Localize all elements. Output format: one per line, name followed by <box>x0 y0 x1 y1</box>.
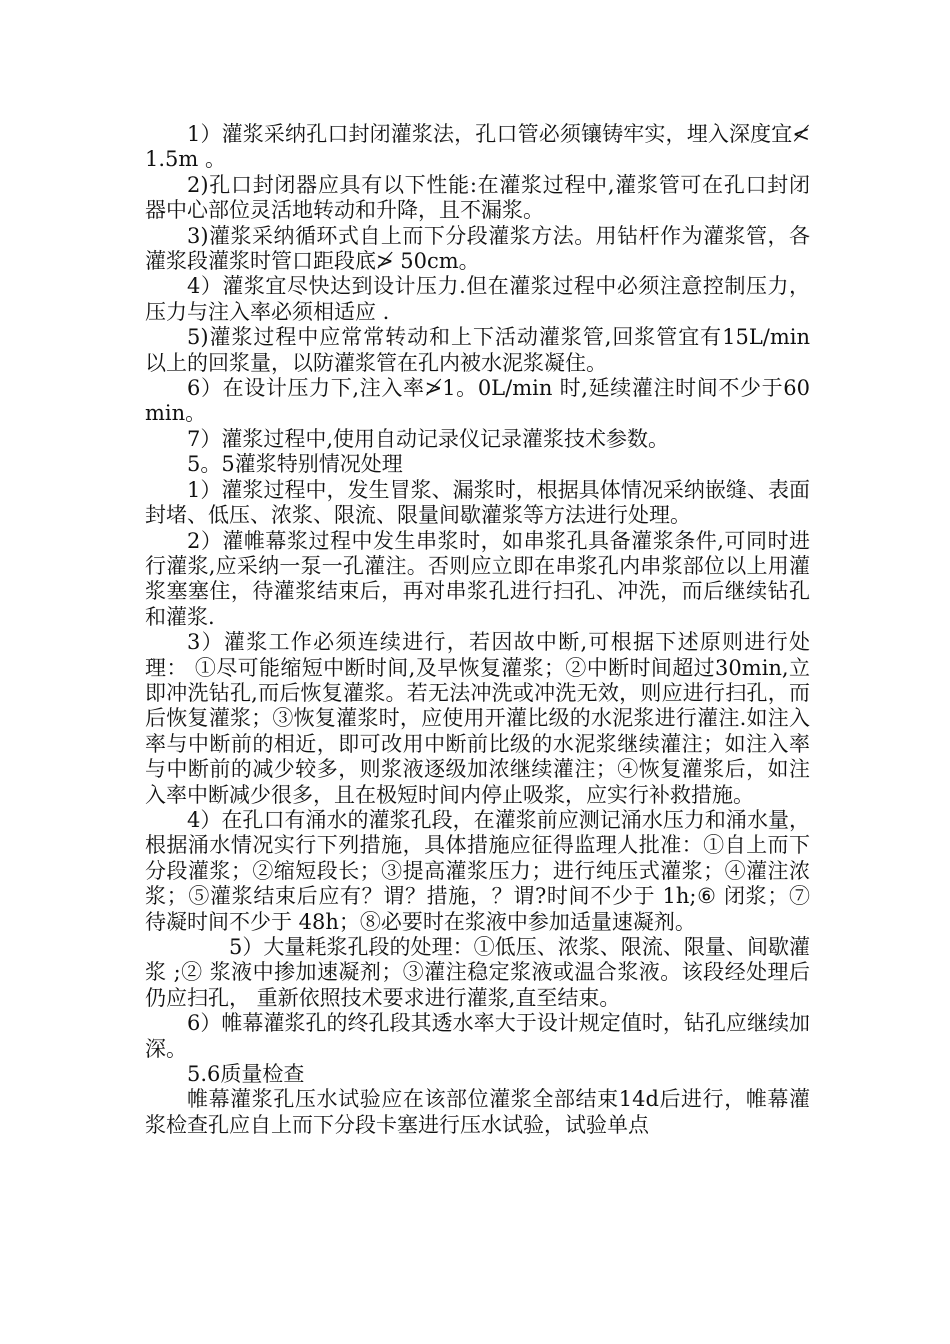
document-body <box>145 122 810 1138</box>
paragraph-12: 5）大量耗浆孔段的处理：①低压、浓浆、限流、限量、间歇灌浆 ;② 浆液中掺加速凝剂；③灌注稳定浆液或温合浆液。该段经处理后仍应扫孔， 重新依照技术要求进行灌浆,直至结束。 <box>145 935 810 1010</box>
paragraph-5: 5)灌浆过程中应常常转动和上下活动灌浆管,回浆管宜有15L/min 以上的回浆量，以防灌浆管在孔内被水泥浆凝住。 <box>145 325 810 375</box>
section-heading-5-6: 5.6质量检查 <box>187 1062 305 1087</box>
paragraph-1: 1）灌浆采纳孔口封闭灌浆法，孔口管必须镶铸牢实，埋入深度宜≮1.5m 。 <box>145 122 810 172</box>
paragraph-14: 帷幕灌浆孔压水试验应在该部位灌浆全部结束14d后进行，帷幕灌浆检查孔应自上而下分段卡塞进行压水试验，试验单点 <box>145 1087 810 1137</box>
section-heading-5-5: 5。5灌浆特别情况处理 <box>187 452 403 477</box>
paragraph-6: 6）在设计压力下,注入率≯1。0L/min 时,延续灌注时间不少于60min。 <box>145 376 810 426</box>
paragraph-3: 3)灌浆采纳循环式自上而下分段灌浆方法。用钻杆作为灌浆管，各灌浆段灌浆时管口距段底≯ 50cm。 <box>145 223 810 274</box>
paragraph-7: 7）灌浆过程中,使用自动记录仪记录灌浆技术参数。 <box>187 426 670 451</box>
paragraph-10: 3）灌浆工作必须连续进行，若因故中断,可根据下述原则进行处理： ①尽可能缩短中断时间,及早恢复灌浆；②中断时间超过30min,立即冲洗钻孔,而后恢复灌浆。若无法冲洗或冲洗无效，则应进行扫孔，而后恢复灌浆；③恢复灌浆时，应使用开灌比级的水泥浆进行灌注.如注入率与中断前的相近，即可改用中断前比级的水泥浆继续灌注；如注入率与中断前的减少较多，则浆液逐级加浓继续灌注；④恢复灌浆后，如注入率中断减少很多，且在极短时间内停止吸浆，应实行补救措施。 <box>145 630 810 807</box>
paragraph-9: 2）灌帷幕浆过程中发生串浆时，如串浆孔具备灌浆条件,可同时进行灌浆,应采纳一泵一孔灌注。否则应立即在串浆孔内串浆部位以上用灌浆塞塞住，待灌浆结束后，再对串浆孔进行扫孔、冲洗，而后继续钻孔和灌浆. <box>145 528 810 629</box>
paragraph-11: 4）在孔口有涌水的灌浆孔段，在灌浆前应测记涌水压力和涌水量，根据涌水情况实行下列措施，具体措施应征得监理人批准：①自上而下分段灌浆；②缩短段长；③提高灌浆压力；进行纯压式灌浆；④灌注浓浆；⑤灌浆结束后应有？谓？措施，？谓?时间不少于 1h;⑥ 闭浆；⑦待凝时间不少于 48h；⑧必要时在浆液中参加适量速凝剂。 <box>145 807 810 934</box>
paragraph-13: 6）帷幕灌浆孔的终孔段其透水率大于设计规定值时，钻孔应继续加深。 <box>145 1011 810 1061</box>
paragraph-2: 2)孔口封闭器应具有以下性能:在灌浆过程中,灌浆管可在孔口封闭器中心部位灵活地转动和升降，且不漏浆。 <box>145 172 810 223</box>
paragraph-8: 1）灌浆过程中，发生冒浆、漏浆时，根据具体情况采纳嵌缝、表面封堵、低压、浓浆、限流、限量间歇灌浆等方法进行处理。 <box>145 477 810 528</box>
paragraph-4: 4）灌浆宜尽快达到设计压力.但在灌浆过程中必须注意控制压力，压力与注入率必须相适应 . <box>145 274 810 324</box>
